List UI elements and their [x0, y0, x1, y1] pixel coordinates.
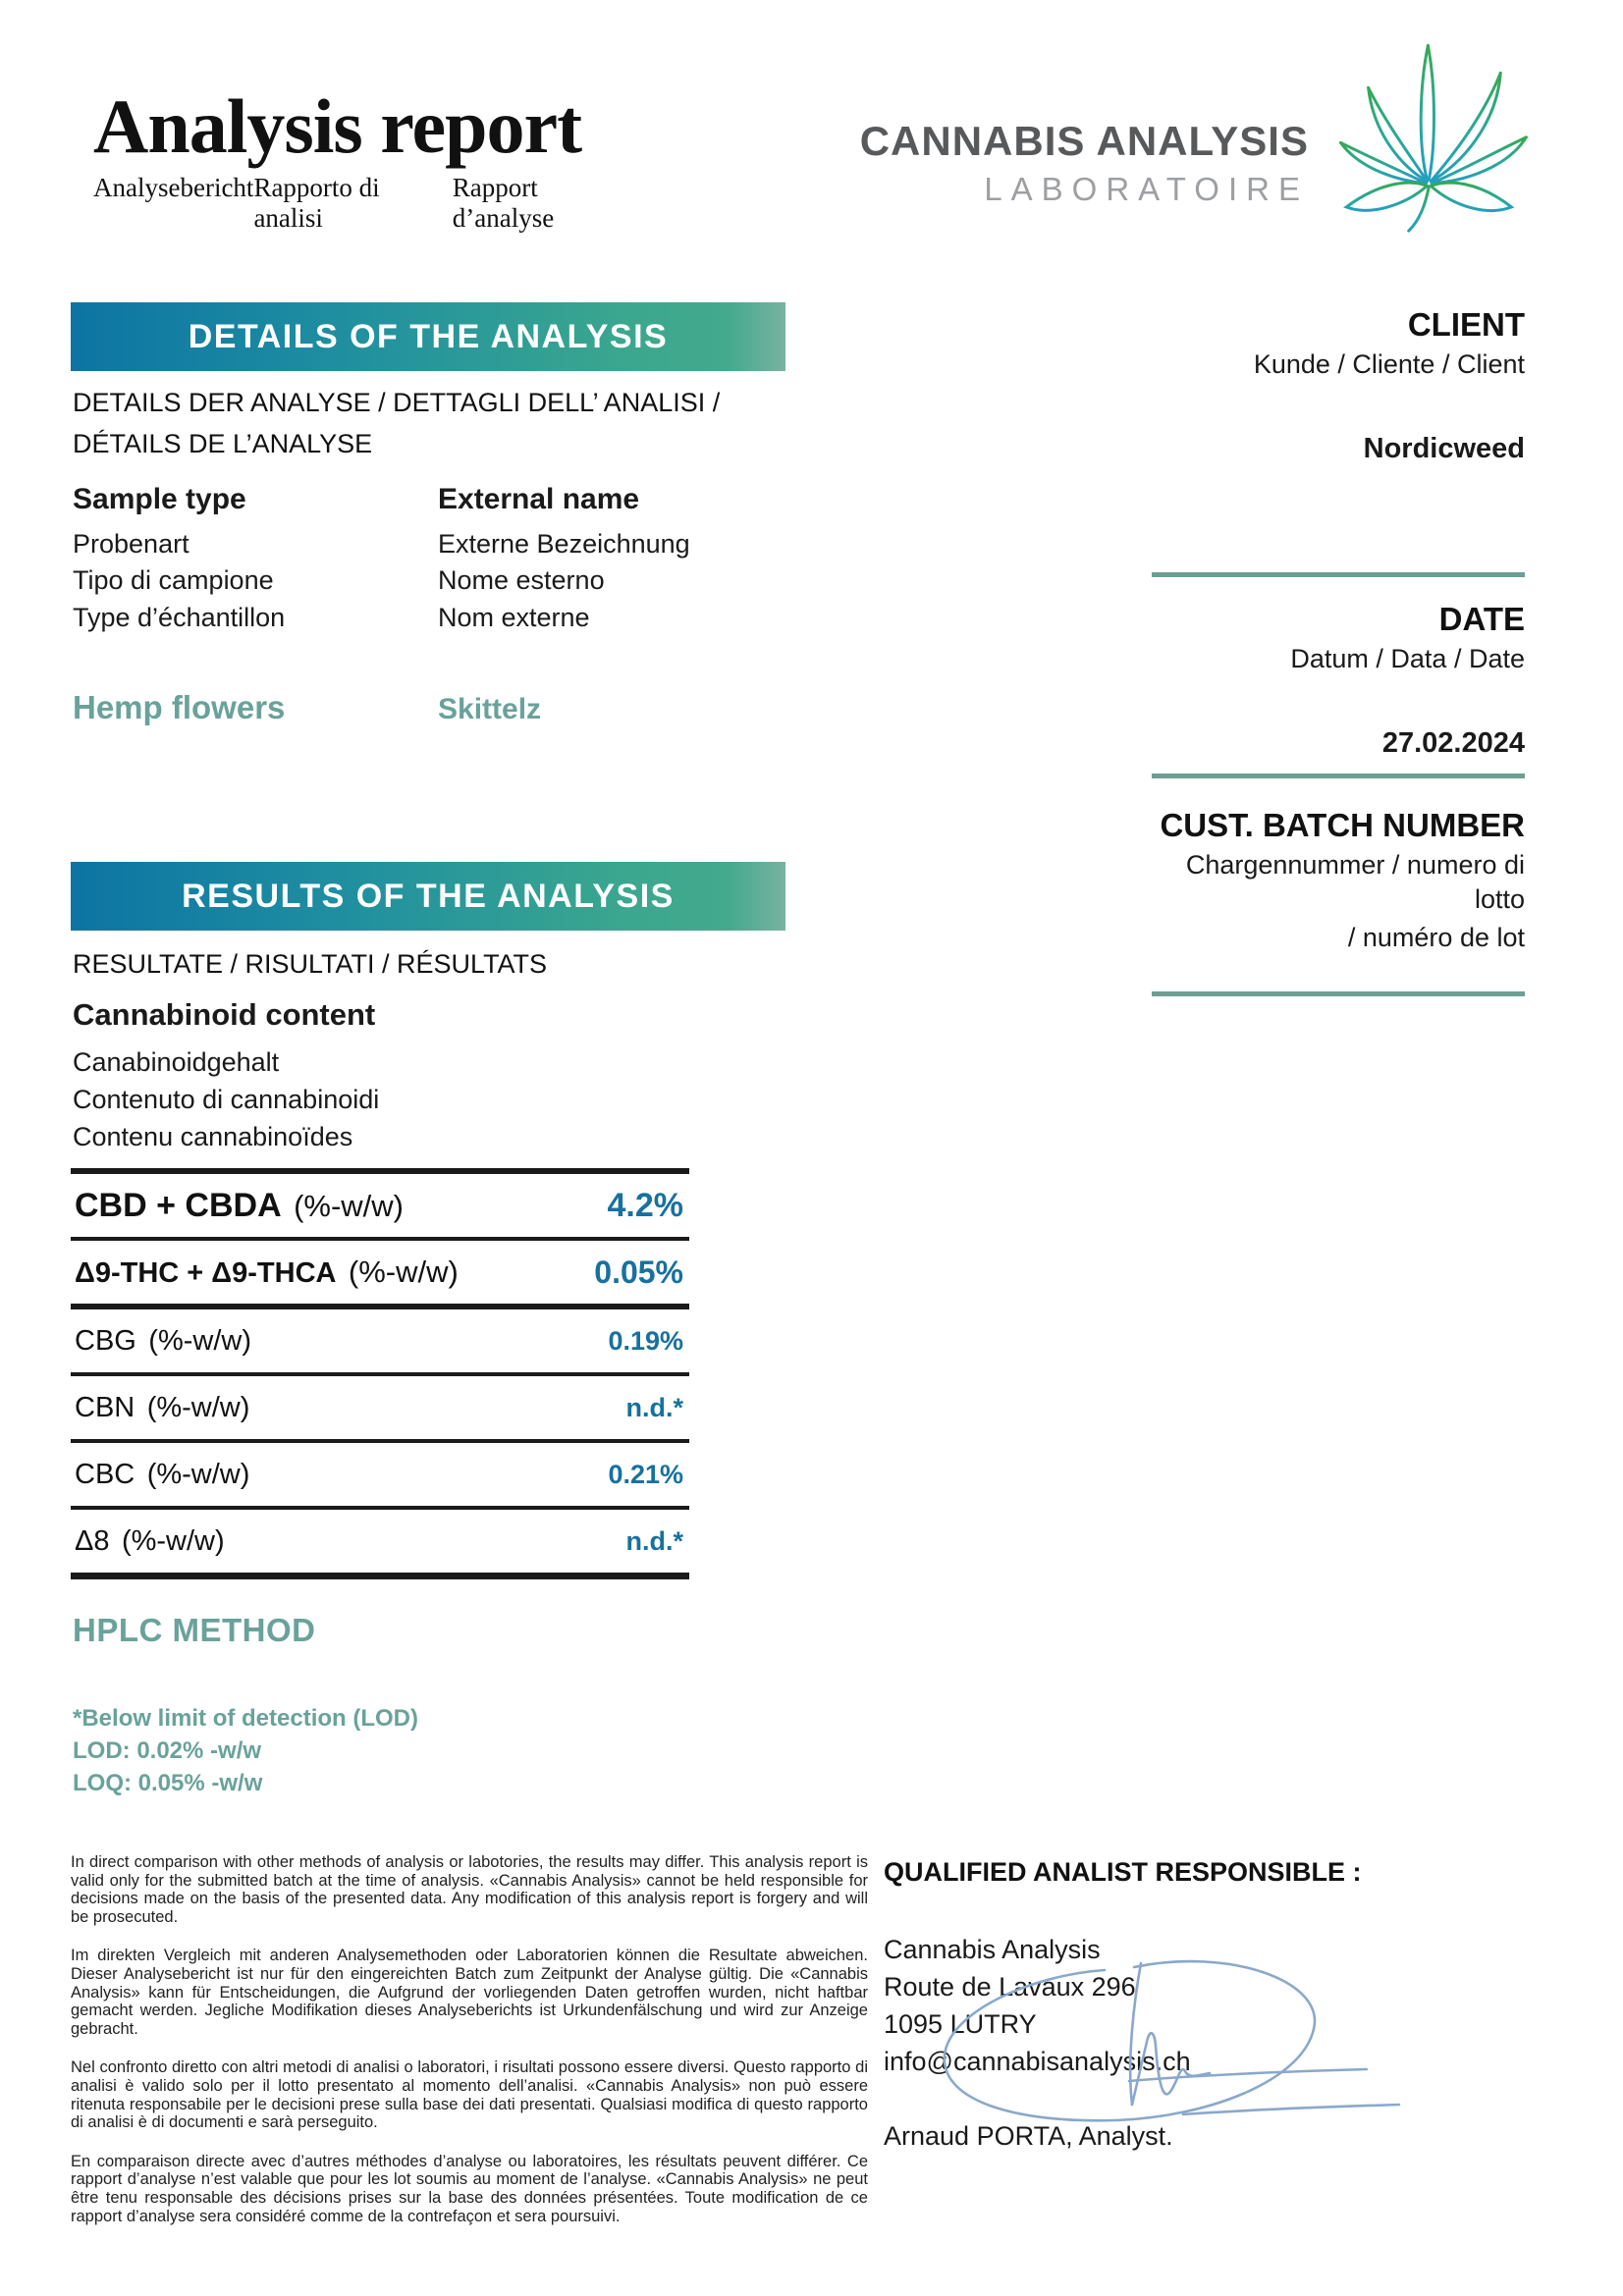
client-label: CLIENT — [1407, 306, 1525, 343]
compound-unit: (%-w/w) — [146, 1458, 250, 1490]
compound-value: n.d.* — [625, 1392, 683, 1422]
disclaimer-en: In direct comparison with other methods of analysis or labotories, the results may differ. This analysis report is valid only for the submitted batch at the time of analysis. «Cannabis Analysis» cannot be held responsible for decisions made on the basis of the presented data. Any modification of this analysis report is forgery and will be prosecuted. — [71, 1853, 868, 1926]
lod-note: *Below limit of detection (LOD) — [73, 1705, 418, 1732]
compound-name: CBN — [75, 1391, 135, 1423]
compound-value: 0.19% — [608, 1325, 683, 1356]
details-section-header — [71, 302, 785, 371]
external-name-translation-fr: Nom externe — [438, 602, 590, 632]
date-label: DATE — [1438, 601, 1525, 637]
external-name-label: External name — [438, 483, 640, 515]
lab-address — [884, 1931, 1561, 2080]
analyst-block — [884, 1857, 1561, 2152]
lab-name-sub: LABORATOIRE — [984, 171, 1309, 207]
results-section-title: RESULTS OF THE ANALYSIS — [182, 877, 675, 915]
divider-date — [1152, 774, 1525, 778]
disclaimer-fr: En comparaison directe avec d’autres méthodes d’analyse ou laboratoires, les résultats peuvent différer. Ce rapport d’analyse n’est valable que pour les lot soumis au moment de l’analyse. «Cannabis Analysis» ne peut être tenu responsable des décisions prises sur la base des données présentées. Toute modification de ce rapport d’analyse sera considéré comme de la contrefaçon et sera poursuivi. — [71, 2152, 868, 2225]
lab-address-street: Route de Lavaux 296 — [884, 1972, 1136, 2002]
lab-address-email: info@cannabisanalysis.ch — [884, 2047, 1191, 2076]
compound-unit: (%-w/w) — [348, 1255, 459, 1289]
analyst-title: QUALIFIED ANALIST RESPONSIBLE : — [884, 1857, 1362, 1887]
date-block — [1152, 601, 1525, 760]
client-block — [1152, 306, 1525, 465]
cannabinoid-content-heading — [73, 997, 760, 1155]
method-label: HPLC METHOD — [73, 1612, 316, 1648]
lab-logo-text — [800, 118, 1309, 208]
cannabinoid-translation-de: Canabinoidgehalt — [73, 1047, 280, 1077]
divider-client — [1152, 572, 1525, 577]
lod-note-block — [73, 1702, 418, 1799]
page-title: Analysis report — [93, 83, 582, 169]
compound-name: CBG — [75, 1324, 136, 1357]
compound-unit: (%-w/w) — [146, 1391, 250, 1423]
results-table — [71, 1168, 689, 1579]
page-title-translations — [93, 173, 643, 234]
compound-value: n.d.* — [625, 1525, 683, 1556]
row-label — [75, 1255, 459, 1290]
compound-unit: (%-w/w) — [121, 1524, 225, 1557]
row-label — [75, 1392, 249, 1424]
divider-batch — [1152, 991, 1525, 996]
details-section-subtitle: DETAILS DER ANALYSE / DETTAGLI DELL’ ANALISI / DÉTAILS DE L’ANALYSE — [73, 388, 721, 458]
table-row-thc — [71, 1241, 689, 1309]
report-title-block — [93, 83, 722, 234]
disclaimer-it: Nel confronto diretto con altri metodi di analisi o laboratori, i risultati possono essere diversi. Questo rapporto di analisi è valido solo per il lotto presentato al momento dell’analisi. «Cannabis Analysis» non può essere ritenuta responsabile per le decisioni prese sulla base dei dati presentati. Qualsiasi modifica di questo rapporto di analisi è di documenti e sarà perseguito. — [71, 2058, 868, 2132]
sample-values — [73, 689, 780, 726]
cannabinoid-content-title: Cannabinoid content — [73, 997, 376, 1032]
lab-logo — [800, 34, 1532, 255]
batch-block — [1152, 807, 1525, 955]
table-row-cbc — [71, 1443, 689, 1510]
row-label — [75, 1325, 251, 1358]
date-value: 27.02.2024 — [1381, 727, 1525, 760]
sample-type-label: Sample type — [73, 483, 246, 515]
compound-unit: (%-w/w) — [148, 1324, 251, 1357]
results-section-subtitle: RESULTATE / RISULTATI / RÉSULTATS — [73, 949, 548, 979]
compound-unit: (%-w/w) — [294, 1188, 404, 1223]
table-row-cbg — [71, 1309, 689, 1376]
details-section-title: DETAILS OF THE ANALYSIS — [188, 317, 669, 355]
disclaimer-de: Im direkten Vergleich mit anderen Analysemethoden oder Laboratorien können die Resultate abweichen. Dieser Analysebericht ist nur für den eingereichten Batch zum Zeitpunkt der Analyse gültig. Die «Cannabis Analysis» kann für Entscheidungen, die Aufgrund der vorliegenden Daten getroffen wurden, nicht haftbar gemacht werden. Jegliche Modifikation dieses Analyseberichts ist Urkundenfälschung und wird zur Anzeige gebracht. — [71, 1947, 868, 2038]
client-value: Nordicweed — [1363, 433, 1525, 465]
batch-label-translations-1: Chargennummer / numero di lotto — [1185, 850, 1525, 915]
lab-name: CANNABIS ANALYSIS — [859, 118, 1309, 164]
table-row-cbd — [71, 1174, 689, 1241]
disclaimer-block — [71, 1853, 868, 2246]
title-translation-de: Analysebericht — [93, 172, 254, 202]
external-name-translation-de: Externe Bezeichnung — [438, 529, 690, 559]
external-name-translation-it: Nome esterno — [438, 565, 605, 596]
title-translation-it: Rapporto di analisi — [253, 172, 380, 233]
sample-type-translation-de: Probenart — [73, 529, 189, 559]
results-section-header — [71, 862, 785, 931]
external-name-value: Skittelz — [438, 693, 542, 725]
lab-address-name: Cannabis Analysis — [884, 1935, 1101, 1964]
cannabis-leaf-icon — [1321, 34, 1532, 255]
row-label — [75, 1525, 225, 1558]
lod-value: LOD: 0.02% -w/w — [73, 1737, 262, 1765]
row-label — [75, 1459, 249, 1491]
client-label-translations: Kunde / Cliente / Client — [1253, 349, 1525, 379]
compound-name: Δ9-THC + Δ9-THCA — [75, 1257, 337, 1289]
sample-type-value: Hemp flowers — [73, 689, 286, 725]
analyst-signature-name: Arnaud PORTA, Analyst. — [884, 2121, 1173, 2151]
lab-address-city: 1095 LUTRY — [884, 2009, 1037, 2039]
compound-value: 4.2% — [607, 1186, 683, 1224]
table-row-delta8 — [71, 1510, 689, 1579]
batch-label: CUST. BATCH NUMBER — [1160, 807, 1525, 843]
compound-name: CBD + CBDA — [75, 1186, 282, 1224]
compound-value: 0.21% — [608, 1459, 683, 1489]
compound-name: CBC — [75, 1458, 135, 1490]
sample-type-field — [73, 483, 438, 636]
sample-fields — [73, 483, 780, 636]
row-label — [75, 1187, 404, 1225]
sample-type-translation-fr: Type d’échantillon — [73, 602, 286, 632]
compound-value: 0.05% — [594, 1254, 683, 1290]
compound-name: Δ8 — [75, 1524, 110, 1557]
sample-type-translation-it: Tipo di campione — [73, 565, 274, 596]
external-name-field — [438, 483, 780, 636]
cannabinoid-translation-it: Contenuto di cannabinoidi — [73, 1084, 380, 1114]
loq-value: LOQ: 0.05% -w/w — [73, 1770, 263, 1797]
batch-label-translations-2: / numéro de lot — [1347, 923, 1525, 953]
cannabinoid-translation-fr: Contenu cannabinoïdes — [73, 1121, 353, 1151]
date-label-translations: Datum / Data / Date — [1290, 644, 1525, 673]
title-translation-fr: Rapport d’analyse — [452, 172, 555, 233]
table-row-cbn — [71, 1376, 689, 1443]
